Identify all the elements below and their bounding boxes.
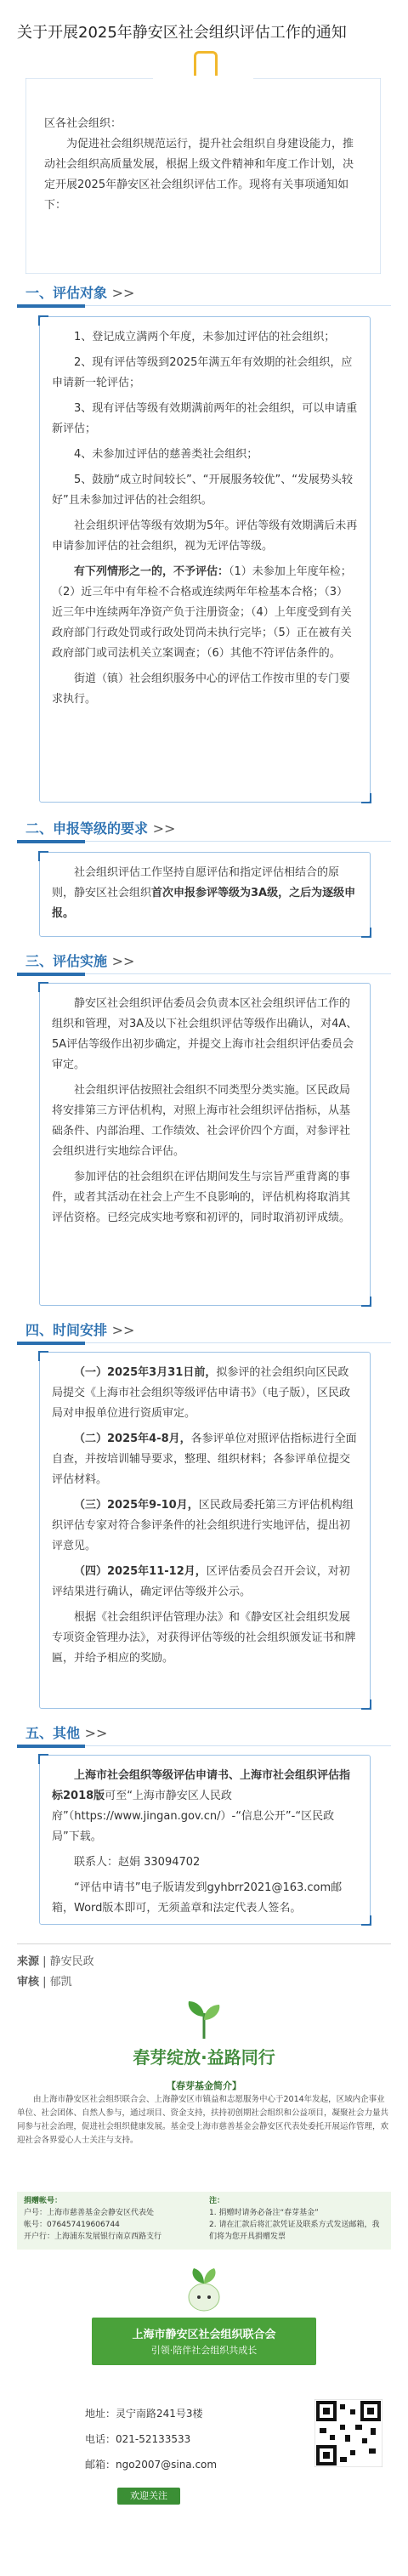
s4-reward: 根据《社会组织评估管理办法》和《静安区社会组织发展专项资金管理办法》，对获得评估等级的社会组织颁发证书和牌匾，并给予相应的奖励。 xyxy=(52,1611,356,1665)
s3-para-1: 静安区社会组织评估委员会负责本区社会组织评估工作的组织和管理，对3A及以下社会组织评估等级作出确认，对4A、5A评估等级作出初步确定，并提交上海市社会组织评估委员会审定。 xyxy=(52,997,358,1071)
section-2-header xyxy=(17,813,391,842)
s4-step-1-date: （一）2025年3月31日前， xyxy=(74,1366,217,1379)
s4-step-4-text: 区评估委员会召开会议，对初评结果进行确认，确定评估等级并公示。 xyxy=(52,1565,350,1598)
s4-step-2-text: 各参评单位对照评估指标进行全面自查，并按培训辅导要求，整理、组织材料；各参评单位提交评估材料。 xyxy=(52,1433,357,1486)
contact-email: 邮箱：ngo2007@sina.com xyxy=(85,2459,218,2471)
brand-logo xyxy=(128,1998,280,2068)
association-banner xyxy=(92,2318,316,2365)
follow-button[interactable]: 欢迎关注 xyxy=(117,2488,180,2505)
section-4-arrow: >> xyxy=(111,1322,135,1338)
section-3-arrow: >> xyxy=(111,953,135,969)
s1-exclusions-text: （1）未参加上年度年检；（2）近三年中有年检不合格或连续两年年检基本合格；（3）近三年中连续两年净资产负于注册资金；（4）上年度受到有关政府部门行政处罚或行政处罚尚未执行完毕；（5）正在被有关政府部门或司法机关立案调查；（6）其他不符评估条件的。 xyxy=(52,565,352,660)
reviewer-value: 郁凯 xyxy=(49,1976,72,1989)
s2-bold-text: 首次申报参评等级为3A级，之后为逐级申报。 xyxy=(52,887,356,920)
intro-greeting: 区各社会组织： xyxy=(44,117,122,130)
s5-contact: 联系人：赵娟 33094702 xyxy=(74,1856,201,1869)
bookmark-icon xyxy=(194,51,218,76)
section-5-arrow: >> xyxy=(84,1725,108,1741)
donation-line-3: 开户行：上海浦东发展银行南京西路支行 xyxy=(24,2233,162,2241)
section-3-header xyxy=(17,945,391,974)
mascot-illustration xyxy=(170,2263,238,2314)
donation-head: 捐赠帐号： xyxy=(24,2197,63,2205)
section-2-title: 二、申报等级的要求 xyxy=(26,820,149,837)
section-5-card xyxy=(39,1755,371,1925)
section-4-card xyxy=(39,1352,371,1709)
note-line-2: 2. 请在汇款后将汇款凭证及联系方式发送邮箱，我们将为您开具捐赠发票 xyxy=(209,2221,380,2241)
s2-text: 社会组织评估工作坚持自愿评估和指定评估相结合的原则，静安区社会组织 xyxy=(52,866,340,899)
section-4-header xyxy=(17,1314,391,1343)
s1-exclusions-lead: 有下列情形之一的，不予评估： xyxy=(74,565,230,578)
reviewer-label: 审核 xyxy=(17,1976,40,1989)
source-line: 来源 | 静安民政 xyxy=(17,1955,94,1968)
s1-item-3: 3、现有评估等级有效期满前两年的社会组织，可以申请重新评估； xyxy=(52,402,358,435)
contact-phone: 电话：021-52133533 xyxy=(85,2433,191,2445)
note-head: 注： xyxy=(209,2197,225,2205)
section-2-arrow: >> xyxy=(152,820,176,837)
s1-validity: 社会组织评估等级有效期为5年。评估等级有效期满后未再申请参加评估的社会组织，视为无评估等级。 xyxy=(52,519,358,553)
section-1-card xyxy=(39,316,371,803)
page-title: 关于开展2025年静安区社会组织评估工作的通知 xyxy=(17,24,347,42)
s1-item-5: 5、鼓励“成立时间较长”、“开展服务较优”、“发展势头较好”且未参加过评估的社会组织。 xyxy=(52,474,353,507)
section-4-title: 四、时间安排 xyxy=(26,1322,108,1338)
s5-email-note: “评估申请书”电子版请发到gyhbrr2021@163.com邮箱，Word版本即可，无须盖章和法定代表人签名。 xyxy=(52,1881,343,1915)
intro-frame xyxy=(26,78,381,274)
donation-info xyxy=(17,2192,391,2250)
s3-para-2: 社会组织评估按照社会组织不同类型分类实施。区民政局将安排第三方评估机构，对照上海市社会组织评估指标，从基础条件、内部治理、工作绩效、社会评价四个方面，对参评社会组织进行实地综合评估。 xyxy=(52,1084,351,1158)
donation-line-1: 户号：上海市慈善基金会静安区代表处 xyxy=(24,2209,155,2217)
contact-address: 地址：灵宁南路241号3楼 xyxy=(85,2408,203,2420)
fund-intro xyxy=(17,2080,391,2148)
section-1-header xyxy=(17,277,391,306)
qr-code xyxy=(314,2399,382,2467)
donation-line-2: 帐号：076457419606744 xyxy=(24,2221,120,2229)
fund-intro-text: 由上海市静安区社会组织联合会、上海静安区市镇益和志愿服务中心于2014年发起，区域内企事业单位、社会团体、自然人参与，通过项目、资金支持，扶持初创期社会组织和公益项目，凝聚社会力量共同参与社会治理，促进社会组织健康发展。基金受上海市慈善基金会静安区代表处委托开展运作管理，欢迎社会各界爱心人士关注与支持。 xyxy=(17,2095,389,2145)
section-1-title: 一、评估对象 xyxy=(26,285,108,301)
s4-step-4-date: （四）2025年11-12月， xyxy=(74,1565,207,1578)
section-5-header xyxy=(17,1717,391,1746)
s4-step-2-date: （二）2025年4-8月， xyxy=(74,1433,191,1445)
s1-item-2: 2、现有评估等级到2025年满五年有效期的社会组织，应申请新一轮评估； xyxy=(52,356,353,389)
section-3-title: 三、评估实施 xyxy=(26,953,108,969)
source-label: 来源 xyxy=(17,1955,40,1968)
section-5-title: 五、其他 xyxy=(26,1725,81,1741)
s5-forms: 上海市社会组织等级评估申请书、上海市社会组织评估指标2018版 xyxy=(52,1769,351,1802)
s4-step-1-text: 拟参评的社会组织向区民政局提交《上海市社会组织等级评估申请书》（电子版），区民政局对申报单位进行资质审定。 xyxy=(52,1366,351,1420)
source-value: 静安民政 xyxy=(49,1955,94,1968)
s1-item-1: 1、登记成立满两个年度，未参加过评估的社会组织； xyxy=(74,331,336,343)
s3-para-3: 参加评估的社会组织在评估期间发生与宗旨严重背离的事件，或者其活动在社会上产生不良影响的，评估机构将取消其评估资格。已经完成实地考察和初评的，同时取消初评成绩。 xyxy=(52,1171,351,1224)
s4-step-3-date: （三）2025年9-10月， xyxy=(74,1499,199,1512)
divider xyxy=(17,1943,391,1944)
section-2-card xyxy=(39,852,371,937)
note-line-1: 1. 捐赠时请务必备注“春芽基金” xyxy=(209,2209,319,2217)
s5-download[interactable]: 可至“上海市静安区人民政府”（https://www.jingan.gov.cn/）-“信息公开”-“区民政局”下载。 xyxy=(52,1790,335,1843)
brand-slogan: 春芽绽放·益路同行 xyxy=(133,2047,275,2068)
s4-step-3-text: 区民政局委托第三方评估机构组织评估专家对符合参评条件的社会组织进行实地评估，提出初评意见。 xyxy=(52,1499,354,1552)
intro-body: 为促进社会组织规范运行，提升社会组织自身建设能力，推动社会组织高质量发展，根据上级文件精神和年度工作计划，决定开展2025年静安区社会组织评估工作。现将有关事项通知如下： xyxy=(44,138,354,212)
s1-street-note: 街道（镇）社会组织服务中心的评估工作按市里的专门要求执行。 xyxy=(52,672,351,706)
section-3-card xyxy=(39,983,371,1306)
reviewer-line: 审核 | 郁凯 xyxy=(17,1976,72,1989)
s1-item-4: 4、未参加过评估的慈善类社会组织； xyxy=(74,448,258,461)
sprout-icon xyxy=(178,1998,230,2040)
fund-intro-title: 【春芽基金简介】 xyxy=(167,2080,241,2091)
banner-line-2: 引领·陪伴社会组织共成长 xyxy=(150,2345,258,2356)
s1-exclusions xyxy=(52,562,358,664)
banner-line-1: 上海市静安区社会组织联合会 xyxy=(132,2329,276,2341)
section-1-arrow: >> xyxy=(111,285,135,301)
